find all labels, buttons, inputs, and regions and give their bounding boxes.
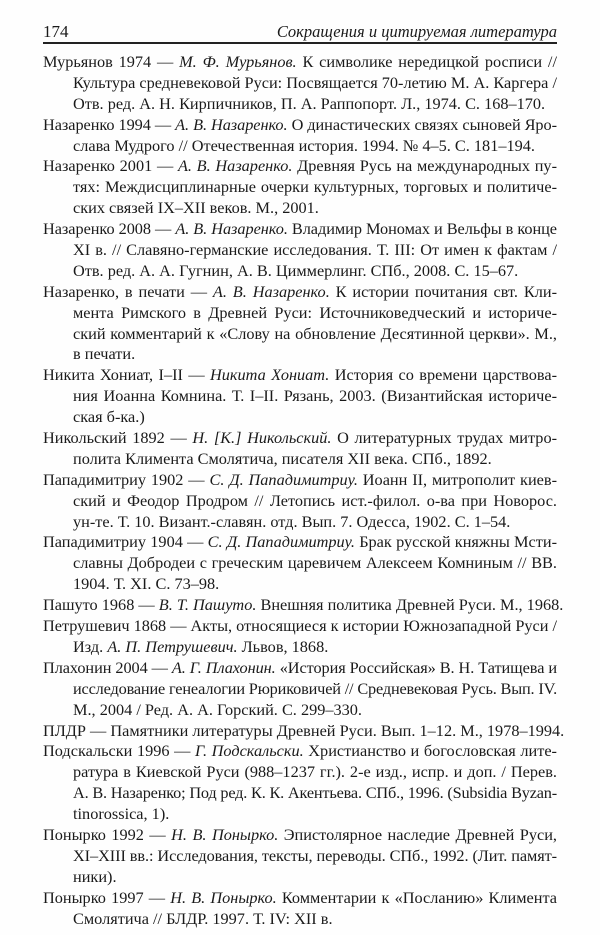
- bibliography-entry: [43, 595, 564, 616]
- bibliography-entry: [43, 219, 557, 282]
- entry-text: тях: Междисциплинарные очерки культурных, торговых и политиче-: [73, 177, 557, 197]
- entry-continuation-line: [43, 136, 557, 157]
- entry-continuation-line: [43, 73, 557, 94]
- entry-continuation-line: [43, 407, 557, 428]
- entry-text: М., 2004 / Ред. А. А. Горский. С. 299–330.: [73, 699, 363, 719]
- bibliography-entry: [43, 365, 557, 428]
- entry-text: ский комментарий к «Слову на обновление Десятинной церкви». М.,: [73, 323, 557, 343]
- entry-text: История со времени царствова-: [329, 365, 557, 385]
- running-head: Сокращения и цитируемая литература: [276, 22, 557, 41]
- entry-text: Христианство и богословская лите-: [303, 741, 557, 761]
- entry-first-line: [43, 616, 557, 637]
- entry-text: О династических связях сыновей Яро-: [287, 114, 557, 134]
- entry-continuation-line: [43, 867, 557, 888]
- entry-text: Отв. ред. А. А. Гугнин, А. В. Циммерлинг. СПб., 2008. С. 15–67.: [73, 260, 519, 280]
- author-name-italic: Н. В. Понырко.: [170, 887, 277, 907]
- entry-text: ун-те. Т. 10. Визант.-славян. отд. Вып. 7. Одесса, 1902. С. 1–54.: [73, 511, 511, 531]
- bibliography-entry: [43, 658, 557, 721]
- bibliography-entry: [43, 720, 565, 742]
- entry-continuation-line: [43, 762, 557, 783]
- entry-text: Комментарии к «Посланию» Климента: [276, 887, 557, 907]
- entry-text: Назаренко 2001 —: [43, 156, 178, 176]
- entry-text: О литературных трудах митро-: [331, 428, 558, 448]
- bibliography-entry: [43, 616, 557, 658]
- entry-first-line: [43, 720, 565, 742]
- author-name-italic: А. В. Назаренко.: [175, 114, 288, 134]
- entry-text: Пашуто 1968 —: [43, 595, 159, 615]
- entry-text: ния Иоанна Комнина. Т. I–II. Рязань, 2003. (Византийская историче-: [73, 386, 557, 406]
- entry-text: Львов, 1868.: [237, 636, 329, 656]
- entry-first-line: [43, 428, 557, 449]
- entry-text: Назаренко, в печати —: [43, 281, 213, 301]
- entry-text: XI–XIII вв.: Исследования, тексты, переводы. СПб., 1992. (Лит. памят-: [73, 845, 557, 865]
- bibliography-entry: [43, 115, 557, 157]
- entry-text: Понырко 1992 —: [43, 824, 172, 844]
- author-name-italic: В. Т. Пашуто.: [158, 595, 257, 615]
- bibliography-entry: [43, 532, 557, 595]
- author-name-italic: А. П. Петрушевич.: [107, 636, 238, 656]
- entry-text: ратура в Киевской Руси (988–1237 гг.). 2-е изд., испр. и доп. / Перев.: [73, 762, 557, 782]
- entry-text: Иоанн II, митрополит киев-: [357, 469, 557, 489]
- entry-text: XI в. // Славяно-германские исследования. Т. III: От имен к фактам /: [73, 240, 557, 260]
- entry-text: Внешняя политика Древней Руси. М., 1968.: [256, 595, 564, 615]
- entry-text: Назаренко 2008 —: [43, 219, 176, 239]
- author-name-italic: А. В. Назаренко.: [212, 281, 330, 301]
- entry-text: Никольский 1892 —: [43, 428, 193, 448]
- entry-text: Никита Хониат, I–II —: [43, 365, 211, 385]
- author-name-italic: Никита Хониат.: [210, 365, 330, 385]
- entry-text: Петрушевич 1868 — Акты, относящиеся к истории Южнозападной Руси /: [43, 616, 557, 636]
- entry-text: К символике нередицкой росписи //: [296, 52, 557, 71]
- entry-text: в печати.: [73, 344, 136, 364]
- entry-continuation-line: [43, 574, 557, 595]
- bibliography-entry: [43, 825, 557, 888]
- entry-text: Пападимитриу 1902 —: [43, 469, 210, 489]
- entry-continuation-line: [43, 198, 557, 219]
- entry-text: А. В. Назаренко; Под ред. К. К. Акентьева. СПб., 1996. (Subsidia Byzan-: [73, 783, 557, 803]
- entry-first-line: [43, 595, 564, 616]
- entry-text: Брак русской княжны Мсти-: [354, 532, 558, 552]
- author-name-italic: А. В. Назаренко.: [175, 219, 288, 239]
- author-name-italic: А. В. Назаренко.: [177, 156, 293, 176]
- entry-text: ПЛДР — Памятники литературы Древней Руси. Вып. 1–12. М., 1978–1994.: [43, 720, 565, 740]
- entry-first-line: [43, 365, 557, 386]
- bibliography-entry: [43, 282, 557, 366]
- bibliography-entry: [43, 470, 557, 533]
- entry-continuation-line: [43, 261, 557, 282]
- entry-continuation-line: [43, 846, 557, 867]
- entry-continuation-line: [43, 783, 557, 804]
- entry-text: Плахонин 2004 —: [43, 657, 172, 677]
- entry-text: исследование генеалогии Рюриковичей // Средневековая Русь. Вып. IV.: [73, 678, 557, 698]
- entry-text: Отв. ред. А. Н. Кирпичников, П. А. Раппопорт. Л., 1974. С. 168–170.: [73, 93, 546, 113]
- entry-text: ский и Феодор Продром // Летопись ист.-филол. о-ва при Новорос.: [73, 490, 557, 510]
- entry-continuation-line: [43, 637, 557, 658]
- entry-continuation-line: [43, 491, 557, 512]
- entry-continuation-line: [43, 303, 557, 324]
- entry-continuation-line: [43, 240, 557, 261]
- entry-continuation-line: [43, 700, 557, 721]
- entry-text: 1904. Т. XI. С. 73–98.: [73, 574, 220, 594]
- entry-first-line: [43, 115, 557, 136]
- entry-continuation-line: [43, 94, 557, 115]
- entry-text: слава Мудрого // Отечественная история. 1994. № 4–5. С. 181–194.: [73, 135, 535, 155]
- bibliography-list: [43, 52, 565, 929]
- author-name-italic: С. Д. Пападимитриу.: [209, 469, 358, 489]
- entry-text: Мурьянов 1974 —: [43, 52, 180, 71]
- bibliography-entry: [43, 428, 557, 470]
- entry-text: Изд.: [73, 636, 108, 656]
- entry-text: ники).: [73, 866, 117, 886]
- entry-continuation-line: [43, 177, 557, 198]
- entry-text: мента Римского в Древней Руси: Источниковедческий и историче-: [73, 302, 557, 322]
- page-number: 174: [43, 22, 69, 41]
- bibliography-entry: [43, 888, 557, 930]
- author-name-italic: Г. Подскальски.: [194, 741, 304, 761]
- entry-first-line: [43, 741, 557, 762]
- entry-text: ских связей IX–XII веков. М., 2001.: [73, 198, 319, 218]
- entry-text: Пападимитриу 1904 —: [43, 532, 208, 552]
- entry-text: славны Добродеи с греческим царевичем Алексеем Комниным // ВВ.: [73, 553, 557, 573]
- author-name-italic: Н. В. Понырко.: [171, 824, 279, 844]
- header-rule: [43, 42, 557, 44]
- entry-first-line: [43, 532, 557, 553]
- author-name-italic: Н. [К.] Никольский.: [192, 428, 332, 448]
- entry-text: Понырко 1997 —: [43, 887, 171, 907]
- entry-continuation-line: [43, 324, 557, 345]
- entry-text: ская б-ка.): [73, 407, 145, 427]
- entry-continuation-line: [43, 679, 557, 700]
- entry-text: tinorossica, 1).: [73, 804, 170, 824]
- entry-first-line: [43, 888, 557, 909]
- entry-text: Владимир Мономах и Вельфы в конце: [287, 219, 557, 239]
- entry-first-line: [43, 52, 557, 73]
- entry-continuation-line: [43, 553, 557, 574]
- entry-first-line: [43, 825, 557, 846]
- entry-text: Эпистолярное наследие Древней Руси,: [278, 824, 557, 844]
- entry-continuation-line: [43, 512, 557, 533]
- entry-continuation-line: [43, 386, 557, 407]
- entry-text: Назаренко 1994 —: [43, 114, 176, 134]
- entry-first-line: [43, 282, 557, 303]
- bibliography-entry: [43, 741, 557, 825]
- entry-continuation-line: [43, 344, 557, 365]
- entry-first-line: [43, 470, 557, 491]
- author-name-italic: С. Д. Пападимитриу.: [207, 532, 355, 552]
- entry-continuation-line: [43, 804, 557, 825]
- entry-first-line: [43, 156, 557, 177]
- entry-text: Подскальски 1996 —: [43, 741, 195, 761]
- entry-text: К истории почитания свт. Кли-: [329, 281, 557, 301]
- entry-continuation-line: [43, 909, 557, 930]
- entry-first-line: [43, 658, 557, 679]
- entry-continuation-line: [43, 449, 557, 470]
- entry-text: «История Российская» В. Н. Татищева и: [275, 657, 557, 677]
- page-header: [43, 22, 557, 42]
- author-name-italic: А. Г. Плахонин.: [171, 657, 276, 677]
- entry-text: Культура средневековой Руси: Посвящается 70-летию М. А. Каргера /: [73, 72, 557, 92]
- bibliography-entry: [43, 156, 557, 219]
- entry-text: Смолятича // БЛДР. 1997. Т. IV: XII в.: [73, 908, 333, 928]
- entry-text: полита Климента Смолятича, писателя XII века. СПб., 1892.: [73, 448, 492, 468]
- bibliography-entry: [43, 52, 557, 115]
- entry-text: Древняя Русь на международных пу-: [292, 156, 557, 176]
- entry-first-line: [43, 219, 557, 240]
- author-name-italic: М. Ф. Мурьянов.: [179, 52, 297, 71]
